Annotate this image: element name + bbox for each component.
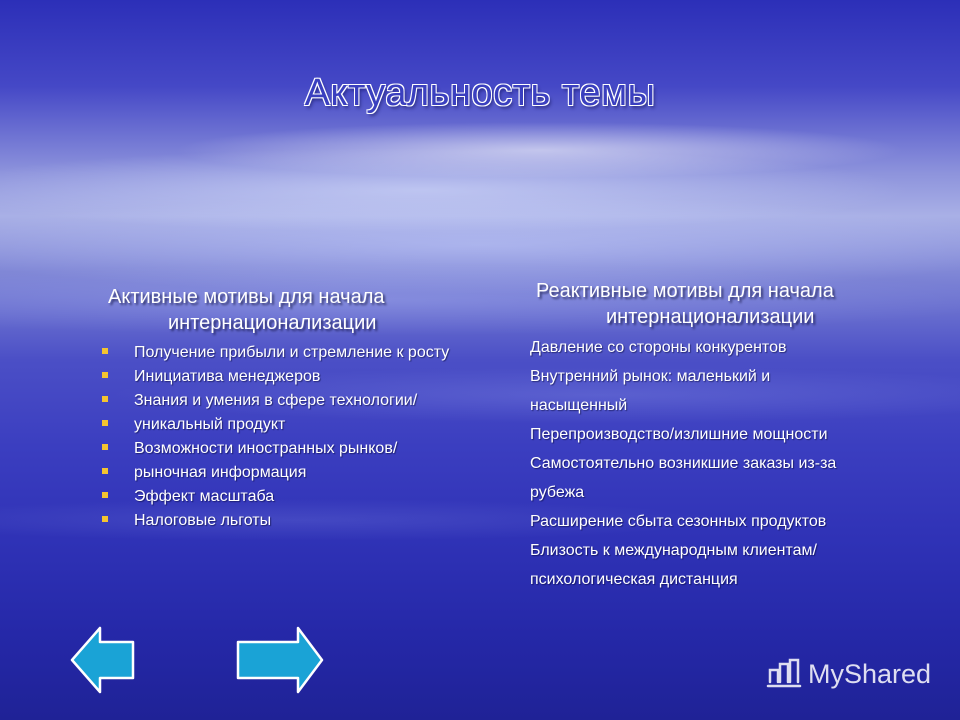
list-item: Самостоятельно возникшие заказы из-за: [530, 455, 837, 472]
left-column-heading: [94, 284, 468, 336]
list-item: Перепроизводство/излишние мощности: [530, 426, 828, 443]
previous-slide-button[interactable]: [70, 626, 136, 699]
right-heading-line1: Реактивные мотивы для начала: [536, 280, 834, 302]
bullet-square-icon: [102, 396, 108, 402]
left-bullet-list: [94, 344, 504, 529]
list-item: насыщенный: [530, 397, 628, 414]
list-item: Близость к международным клиентам/: [530, 542, 817, 559]
right-list: [530, 338, 940, 589]
list-item: Эффект масштаба: [94, 488, 504, 505]
bullet-square-icon: [102, 492, 108, 498]
list-item: Инициатива менеджеров: [94, 368, 504, 385]
bullet-square-icon: [102, 468, 108, 474]
list-item: уникальный продукт: [94, 416, 504, 433]
list-item: Получение прибыли и стремление к росту: [94, 344, 504, 361]
arrow-right-icon: [236, 626, 324, 694]
list-item: Возможности иностранных рынков/: [94, 440, 504, 457]
list-item: рыночная информация: [94, 464, 504, 481]
bullet-square-icon: [102, 420, 108, 426]
slide-title: Актуальность темы: [304, 72, 656, 114]
list-item: психологическая дистанция: [530, 571, 738, 588]
list-item: Внутренний рынок: маленький и: [530, 368, 771, 385]
arrow-left-icon: [70, 626, 136, 694]
left-heading-line2: интернационализации: [168, 312, 377, 334]
list-item: Расширение сбыта сезонных продуктов: [530, 513, 827, 530]
watermark: [766, 656, 931, 692]
right-column-heading: [530, 278, 936, 330]
right-column: [530, 278, 940, 599]
list-item: Налоговые льготы: [94, 512, 504, 529]
bullet-square-icon: [102, 516, 108, 522]
mysharer-logo-icon: [766, 656, 802, 692]
next-slide-button[interactable]: [236, 626, 324, 699]
list-item: рубежа: [530, 484, 585, 501]
bullet-square-icon: [102, 372, 108, 378]
bullet-square-icon: [102, 444, 108, 450]
left-heading-line1: Активные мотивы для начала: [108, 286, 385, 308]
watermark-text: MyShared: [808, 658, 932, 689]
right-heading-line2: интернационализации: [606, 306, 815, 328]
left-column: [94, 284, 504, 536]
bullet-square-icon: [102, 348, 108, 354]
list-item: Давление со стороны конкурентов: [530, 339, 787, 356]
list-item: Знания и умения в сфере технологии/: [94, 392, 504, 409]
